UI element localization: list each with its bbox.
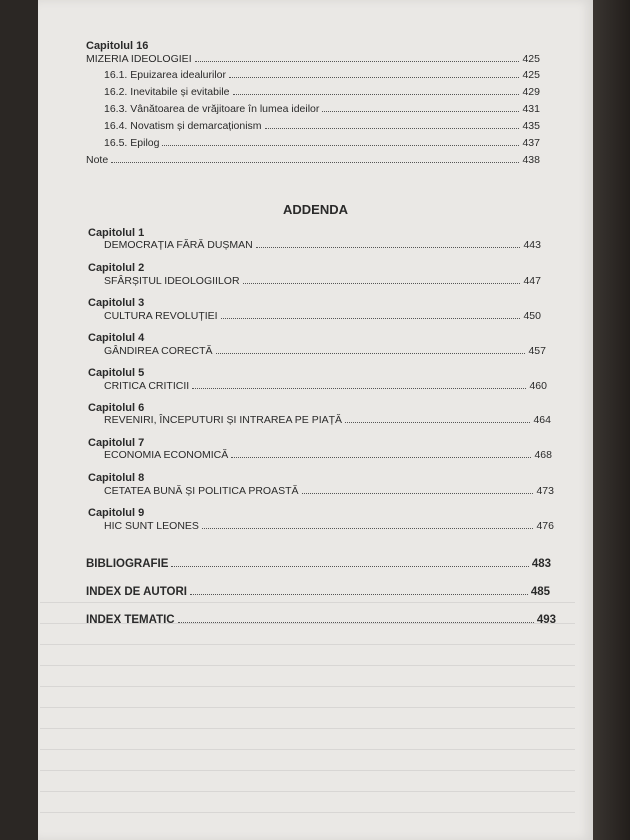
- toc-title: ECONOMIA ECONOMICĂ: [104, 449, 229, 461]
- toc-page: 473: [536, 485, 554, 497]
- toc-page: 431: [522, 103, 540, 115]
- toc-page: 450: [523, 310, 541, 322]
- addenda-chapter-heading: Capitolul 8: [88, 472, 145, 484]
- toc-page: 435: [522, 120, 540, 132]
- toc-title: BIBLIOGRAFIE: [86, 558, 169, 570]
- toc-page: 485: [530, 586, 550, 598]
- toc-title: 16.1. Epuizarea idealurilor: [104, 69, 226, 81]
- toc-entry: [104, 102, 540, 116]
- toc-title: 16.2. Inevitabile și evitabile: [104, 86, 230, 98]
- toc-page: 437: [522, 137, 540, 149]
- toc-title: 16.3. Vânătoarea de vrăjitoare în lumea ideilor: [104, 103, 320, 115]
- toc-page: 468: [534, 449, 552, 461]
- addenda-chapter-heading: Capitolul 1: [88, 227, 145, 239]
- toc-title: Note: [86, 154, 109, 166]
- toc-title: CETATEA BUNĂ ȘI POLITICA PROASTĂ: [104, 485, 299, 497]
- toc-page: 438: [522, 154, 540, 166]
- toc-entry: [104, 379, 547, 393]
- toc-entry: [104, 85, 540, 99]
- toc-title: CRITICA CRITICII: [104, 380, 190, 392]
- toc-entry: [104, 413, 551, 427]
- toc-entry: [104, 68, 540, 82]
- addenda-title: ADDENDA: [283, 202, 348, 217]
- toc-entry: [104, 448, 552, 462]
- toc-entry: [86, 52, 540, 66]
- toc-page: 483: [531, 558, 551, 570]
- toc-entry: [104, 274, 541, 288]
- addenda-chapter-heading: Capitolul 5: [88, 367, 145, 379]
- toc-entry-bibliography: [86, 557, 551, 571]
- toc-title: GÂNDIREA CORECTĂ: [104, 345, 213, 357]
- toc-entry-author-index: [86, 585, 550, 599]
- toc-page: 447: [523, 275, 541, 287]
- toc-page: 464: [533, 414, 551, 426]
- addenda-chapter-heading: Capitolul 6: [88, 402, 145, 414]
- toc-title: SFÂRȘITUL IDEOLOGIILOR: [104, 275, 240, 287]
- toc-title: CULTURA REVOLUȚIEI: [104, 310, 218, 322]
- toc-entry: [104, 119, 540, 133]
- toc-page: 476: [536, 520, 554, 532]
- toc-page: 493: [536, 614, 556, 626]
- toc-page: 425: [522, 69, 540, 81]
- toc-title: 16.5. Epilog: [104, 137, 160, 149]
- addenda-chapter-heading: Capitolul 7: [88, 437, 145, 449]
- toc-entry-notes: [86, 153, 540, 167]
- toc-entry: [104, 344, 546, 358]
- toc-title: MIZERIA IDEOLOGIEI: [86, 53, 192, 65]
- toc-entry-thematic-index: [86, 613, 556, 627]
- chapter-16-heading: Capitolul 16: [86, 40, 149, 52]
- addenda-chapter-heading: Capitolul 3: [88, 297, 145, 309]
- toc-entry: [104, 309, 541, 323]
- toc-title: 16.4. Novatism și demarcaționism: [104, 120, 262, 132]
- addenda-chapter-heading: Capitolul 9: [88, 507, 145, 519]
- toc-page: 429: [522, 86, 540, 98]
- toc-entry: [104, 238, 541, 252]
- toc-entry: [104, 484, 554, 498]
- toc-title: INDEX DE AUTORI: [86, 586, 187, 598]
- toc-page: 457: [528, 345, 546, 357]
- page-edge-shadow: [593, 0, 630, 840]
- toc-title: INDEX TEMATIC: [86, 614, 175, 626]
- toc-title: DEMOCRAȚIA FĂRĂ DUȘMAN: [104, 239, 253, 251]
- toc-page: 425: [522, 53, 540, 65]
- toc-page: 443: [523, 239, 541, 251]
- toc-entry: [104, 519, 554, 533]
- toc-entry: [104, 136, 540, 150]
- toc-page: 460: [529, 380, 547, 392]
- addenda-chapter-heading: Capitolul 2: [88, 262, 145, 274]
- addenda-chapter-heading: Capitolul 4: [88, 332, 145, 344]
- toc-title: HIC SUNT LEONES: [104, 520, 199, 532]
- toc-title: REVENIRI, ÎNCEPUTURI ȘI INTRAREA PE PIAȚĂ: [104, 414, 343, 426]
